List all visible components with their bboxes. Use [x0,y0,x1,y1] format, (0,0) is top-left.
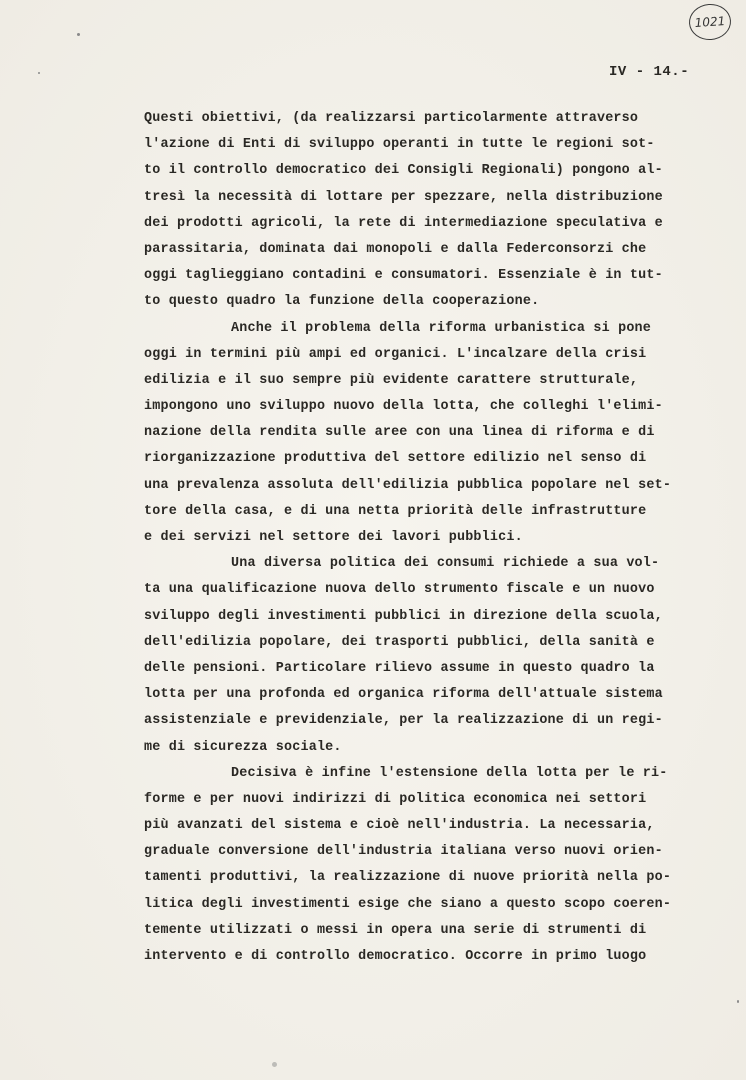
typewritten-body [144,106,724,970]
paper-speck [77,33,80,36]
text-line: dell'edilizia popolare, dei trasporti pubblici, della sanità e [144,634,655,650]
paper-speck [737,1000,739,1003]
text-line: Una diversa politica dei consumi richiede a sua vol- [231,556,660,572]
text-line: assistenziale e previdenziale, per la realizzazione di un regi- [144,713,663,729]
text-line: nazione della rendita sulle aree con una linea di riforma e di [144,425,655,441]
text-line: tamenti produttivi, la realizzazione di nuove priorità nella po- [144,870,672,886]
text-line: temente utilizzati o messi in opera una serie di strumenti di [144,922,647,938]
paper-speck [272,1062,277,1067]
text-line: intervento e di controllo democratico. Occorre in primo luogo [144,949,647,964]
text-line: oggi in termini più ampi ed organici. L'incalzare della crisi [144,346,647,362]
text-line: ta una qualificazione nuova dello strumento fiscale e un nuovo [144,582,655,598]
text-line: delle pensioni. Particolare rilievo assume in questo quadro la [144,660,655,676]
text-line: l'azione di Enti di sviluppo operanti in tutte le regioni sot- [144,137,655,153]
text-line: riorganizzazione produttiva del settore edilizio nel senso di [144,451,647,467]
page-number: IV - 14.- [609,64,690,80]
text-line: Anche il problema della riforma urbanistica si pone [231,320,652,336]
text-line: più avanzati del sistema e cioè nell'industria. La necessaria, [144,818,655,834]
text-line: oggi taglieggiano contadini e consumatori. Essenziale è in tut- [144,268,663,284]
text-line: to questo quadro la funzione della cooperazione. [144,294,540,310]
text-line: edilizia e il suo sempre più evidente carattere strutturale, [144,372,639,388]
text-line: una prevalenza assoluta dell'edilizia pubblica popolare nel set- [144,477,672,493]
text-line: sviluppo degli investimenti pubblici in direzione della scuola, [144,608,663,624]
text-line: to il controllo democratico dei Consigli Regionali) pongono al- [144,163,663,179]
text-line: tresì la necessità di lottare per spezzare, nella distribuzione [144,189,663,205]
text-line: lotta per una profonda ed organica riforma dell'attuale sistema [144,687,663,703]
archive-stamp [688,3,732,42]
text-line: parassitaria, dominata dai monopoli e dalla Federconsorzi che [144,241,647,257]
text-line: dei prodotti agricoli, la rete di intermediazione speculativa e [144,215,663,231]
text-line: tore della casa, e di una netta priorità delle infrastrutture [144,503,647,519]
text-line: Decisiva è infine l'estensione della lotta per le ri- [231,765,668,781]
text-line: litica degli investimenti esige che siano a questo scopo coeren- [144,896,672,912]
text-line: forme e per nuovi indirizzi di politica economica nei settori [144,791,647,807]
text-line: e dei servizi nel settore dei lavori pubblici. [144,530,523,545]
text-line: impongono uno sviluppo nuovo della lotta, che colleghi l'elimi- [144,399,663,415]
paper-speck [38,72,40,74]
archive-stamp-number: 1021 [694,13,726,31]
text-line: graduale conversione dell'industria italiana verso nuovi orien- [144,844,663,860]
text-line: Questi obiettivi, (da realizzarsi particolarmente attraverso [144,111,639,126]
text-line: me di sicurezza sociale. [144,739,342,755]
